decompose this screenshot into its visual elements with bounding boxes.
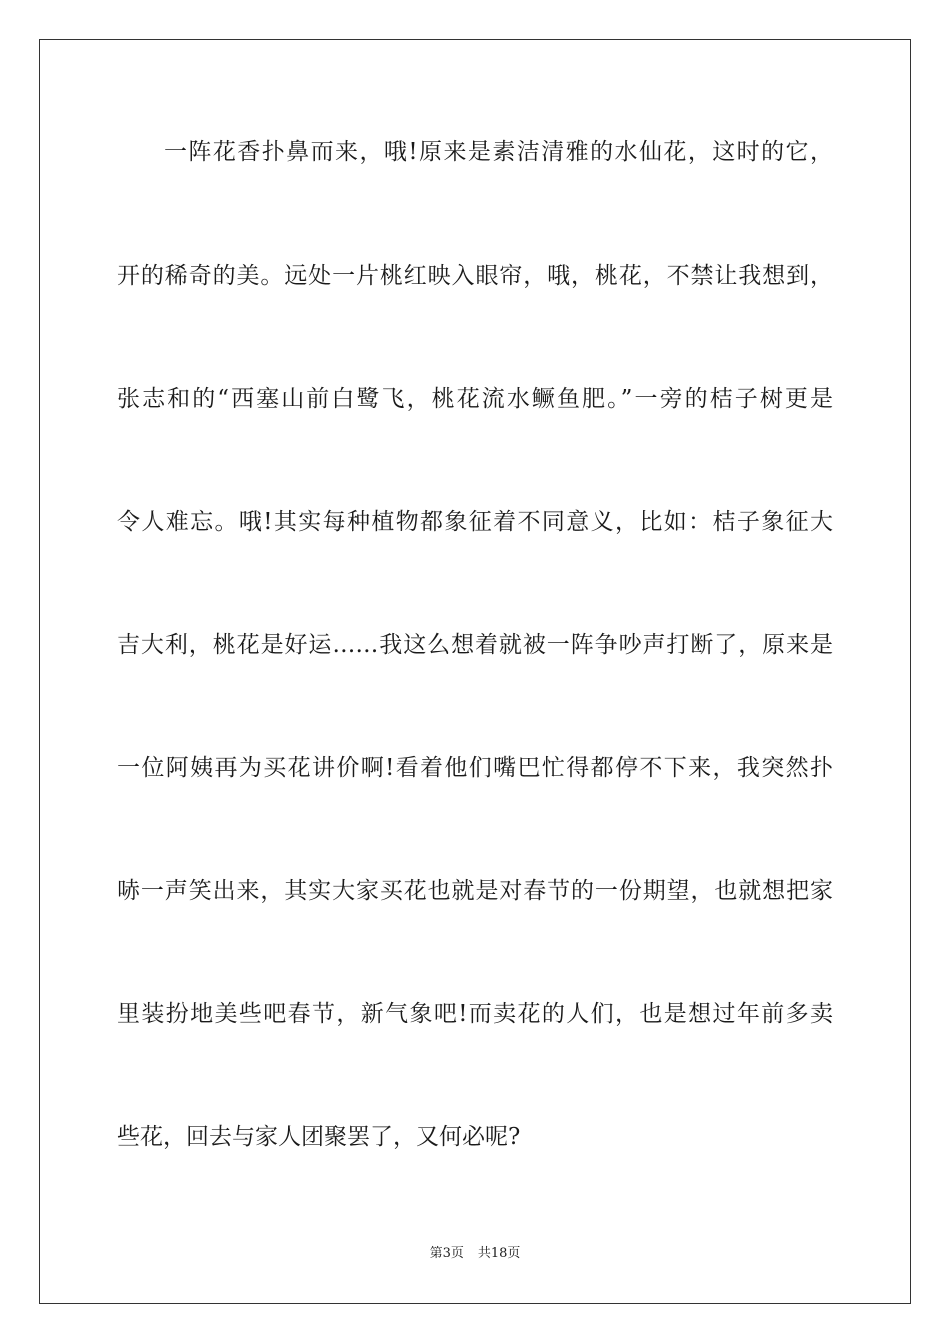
paragraph-line-8: 里装扮地美些吧春节，新气象吧!而卖花的人们，也是想过年前多卖 [117,1001,833,1027]
paragraph-line-2: 开的稀奇的美。远处一片桃红映入眼帘，哦，桃花，不禁让我想到， [117,263,833,289]
paragraph-line-3: 张志和的“西塞山前白鹭飞，桃花流水鳜鱼肥。”一旁的桔子树更是 [117,386,833,412]
page-border [39,39,911,1304]
paragraph-line-4: 令人难忘。哦!其实每种植物都象征着不同意义，比如：桔子象征大 [117,509,833,535]
page-footer [0,1245,950,1263]
paragraph-line-6: 一位阿姨再为买花讲价啊!看着他们嘴巴忙得都停不下来，我突然扑 [117,755,833,781]
total-pages: 共18页 [477,1246,521,1261]
paragraph-line-7: 哧一声笑出来，其实大家买花也就是对春节的一份期望，也就想把家 [117,878,833,904]
paragraph-line-1: 一阵花香扑鼻而来，哦!原来是素洁清雅的水仙花，这时的它， [164,139,833,165]
paragraph-line-5: 吉大利，桃花是好运……我这么想着就被一阵争吵声打断了，原来是 [117,632,833,658]
paragraph-line-9: 些花，回去与家人团聚罢了，又何必呢? [117,1124,521,1150]
page-number: 第3页 [429,1246,464,1261]
